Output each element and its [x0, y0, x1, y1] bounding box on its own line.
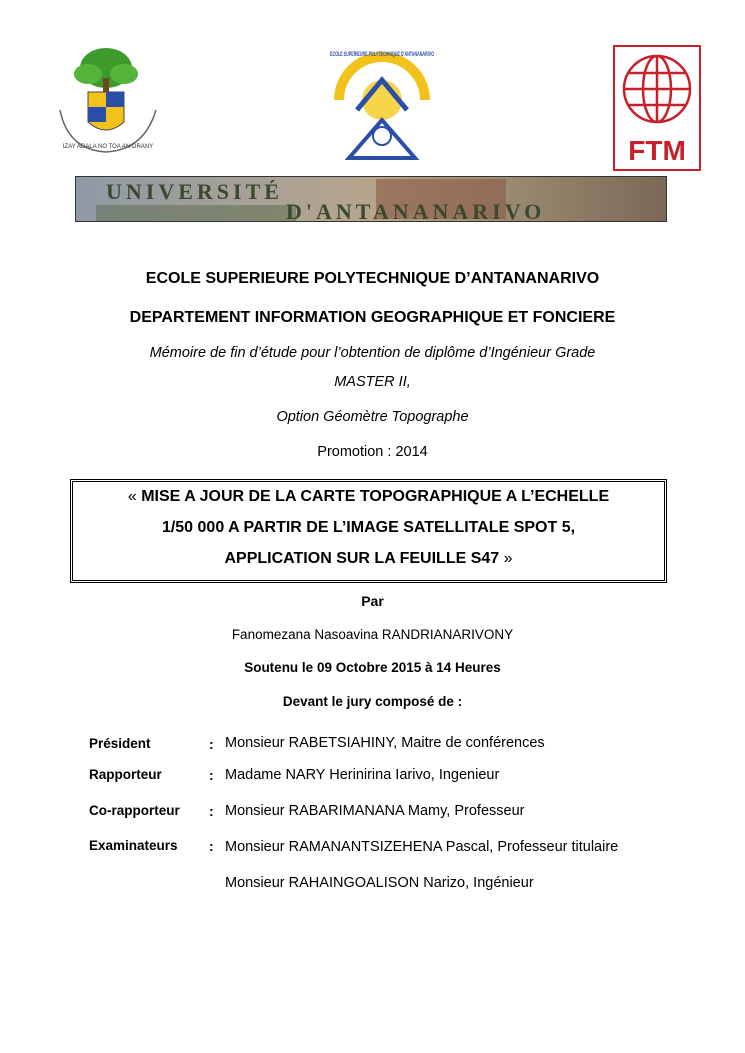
- memoire-line2: MASTER II,: [334, 374, 411, 390]
- shield-icon: [88, 92, 124, 130]
- memoire-line1: Mémoire de fin d’étude pour l’obtention de diplôme d’Ingénieur Grade: [149, 345, 596, 361]
- option-text: Option Géomètre Topographe: [276, 409, 469, 425]
- jury-role: Rapporteur: [89, 767, 162, 782]
- tree-icon: [74, 48, 138, 92]
- logo-circle-text: ECOLE SUPERIEURE POLYTECHNIQUE D'ANTANANARIVO: [330, 51, 434, 58]
- jury-intro: Devant le jury composé de :: [282, 694, 463, 709]
- title-line2: 1/50 000 A PARTIR DE L’IMAGE SATELLITALE SPOT 5,: [161, 519, 576, 536]
- banner-line1: UNIVERSITÉ: [106, 179, 283, 204]
- university-banner: [75, 176, 667, 222]
- sun-icon: [339, 57, 425, 120]
- jury-role: Examinateurs: [89, 838, 178, 853]
- logo-motto: IZAY ADALA NO TOA AN-DRANY: [62, 144, 154, 150]
- ftm-logo: [613, 45, 701, 171]
- title-line1: [73, 488, 664, 506]
- promotion-text: Promotion : 2014: [317, 444, 428, 460]
- title-line3-text: APPLICATION SUR LA FEUILLE S47: [224, 550, 500, 567]
- title-line3: [73, 550, 664, 568]
- globe-icon: [624, 56, 690, 122]
- jury-colon: :: [209, 767, 214, 783]
- jury-colon: :: [209, 803, 214, 819]
- jury-member-extra: Monsieur RAHAINGOALISON Narizo, Ingénieur: [225, 875, 534, 891]
- defense-date: Soutenu le 09 Octobre 2015 à 14 Heures: [244, 660, 501, 675]
- close-quote: »: [499, 550, 513, 567]
- banner-image: [76, 177, 666, 224]
- jury-member: Monsieur RABARIMANANA Mamy, Professeur: [225, 803, 525, 819]
- author-name: Fanomezana Nasoavina RANDRIANARIVONY: [231, 627, 514, 642]
- jury-member: Madame NARY Herinirina Iarivo, Ingenieur: [225, 767, 500, 783]
- jury-colon: :: [209, 736, 214, 752]
- jury-member: Monsieur RAMANANTSIZEHENA Pascal, Professeur titulaire: [225, 839, 619, 855]
- title-line1-text: MISE A JOUR DE LA CARTE TOPOGRAPHIQUE A L’ECHELLE: [141, 488, 610, 505]
- thesis-title-box: [70, 479, 667, 583]
- university-logo: [48, 40, 170, 158]
- jury-member: Monsieur RABETSIAHINY, Maitre de conférences: [225, 735, 545, 751]
- polytechnique-logo: [327, 40, 437, 172]
- jury-colon: :: [209, 838, 214, 854]
- jury-role: Président: [89, 736, 151, 751]
- department-name: DEPARTEMENT INFORMATION GEOGRAPHIQUE ET FONCIERE: [129, 309, 616, 326]
- ftm-text: FTM: [628, 135, 686, 166]
- par-label: Par: [361, 593, 384, 609]
- open-quote: «: [127, 488, 142, 505]
- school-name: ECOLE SUPERIEURE POLYTECHNIQUE D’ANTANANARIVO: [145, 270, 600, 287]
- jury-role: Co-rapporteur: [89, 803, 180, 818]
- banner-line2: D'ANTANANARIVO: [286, 199, 546, 224]
